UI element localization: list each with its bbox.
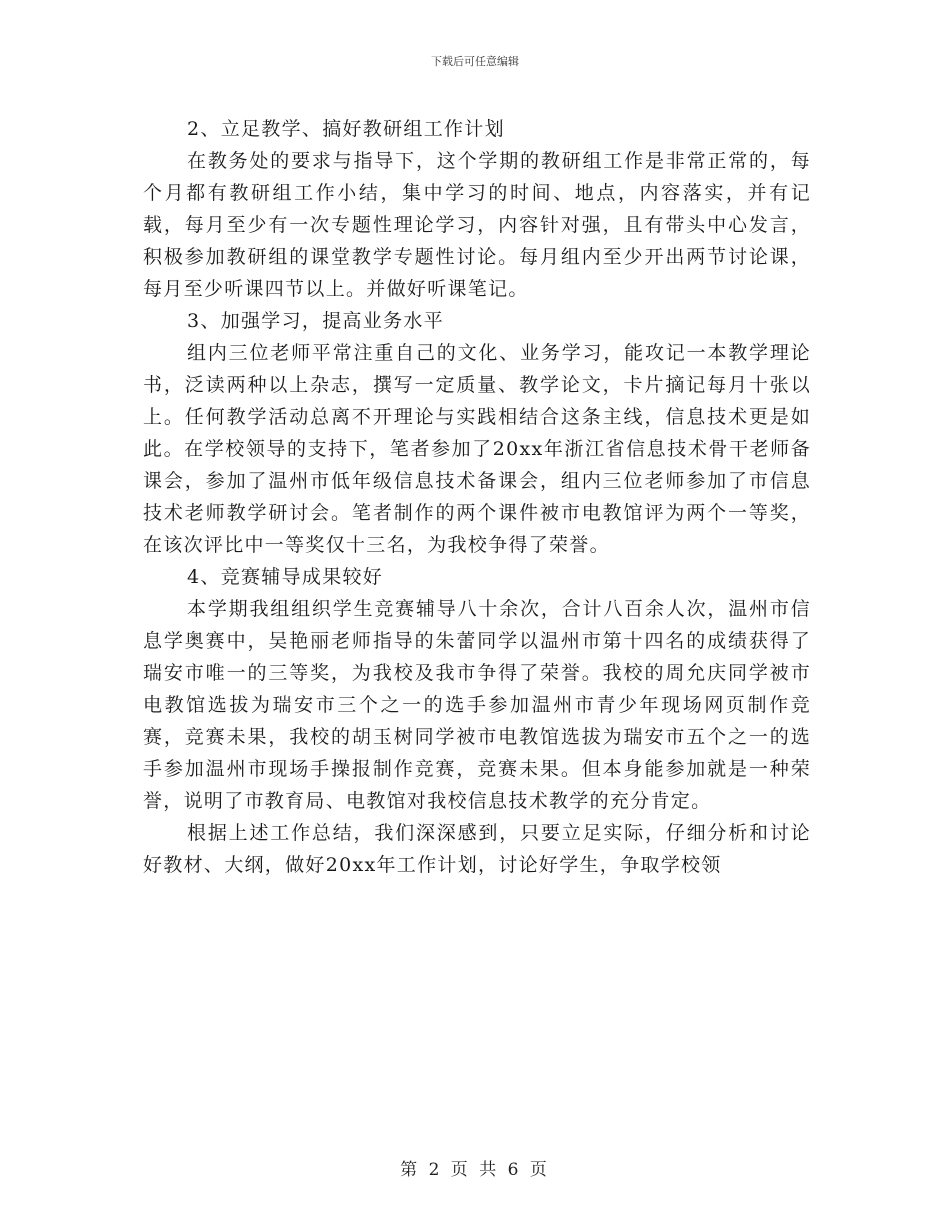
body-paragraph: 本学期我组组织学生竞赛辅导八十余次，合计八百余人次，温州市信息学奥赛中，吴艳丽老师指导的朱蕾同学以温州市第十四名的成绩获得了瑞安市唯一的三等奖，为我校及我市争得了荣誉。我校的周允庆同学被市电教馆选拔为瑞安市三个之一的选手参加温州市青少年现场网页制作竞赛，竞赛未果，我校的胡玉树同学被市电教馆选拔为瑞安市五个之一的选手参加温州市现场手操报制作竞赛，竞赛未果。但本身能参加就是一种荣誉，说明了市教育局、电教馆对我校信息技术教学的充分肯定。 bbox=[143, 598, 811, 812]
document-body bbox=[143, 113, 811, 881]
body-paragraph: 在教务处的要求与指导下，这个学期的教研组工作是非常正常的，每个月都有教研组工作小结，集中学习的时间、地点，内容落实，并有记载，每月至少有一次专题性理论学习，内容针对强，且有带头中心发言，积极参加教研组的课堂教学专题性讨论。每月组内至少开出两节讨论课，每月至少听课四节以上。并做好听课笔记。 bbox=[143, 150, 811, 300]
section-heading: 2、立足教学、搞好教研组工作计划 bbox=[187, 118, 505, 140]
page-number: 第 2 页 共 6 页 bbox=[400, 1160, 550, 1180]
section-heading: 4、竞赛辅导成果较好 bbox=[187, 566, 384, 588]
section-heading: 3、加强学习，提高业务水平 bbox=[187, 310, 444, 332]
page-header: 下载后可任意编辑 bbox=[431, 55, 519, 68]
body-paragraph: 组内三位老师平常注重自己的文化、业务学习，能攻记一本教学理论书，泛读两种以上杂志，撰写一定质量、教学论文，卡片摘记每月十张以上。任何教学活动总离不开理论与实践相结合这条主线，信息技术更是如此。在学校领导的支持下，笔者参加了20xx年浙江省信息技术骨干老师备课会，参加了温州市低年级信息技术备课会，组内三位老师参加了市信息技术老师教学研讨会。笔者制作的两个课件被市电教馆评为两个一等奖，在该次评比中一等奖仅十三名，为我校争得了荣誉。 bbox=[143, 342, 811, 556]
body-paragraph: 根据上述工作总结，我们深深感到，只要立足实际，仔细分析和讨论好教材、大纲，做好20xx年工作计划，讨论好学生，争取学校领 bbox=[143, 822, 811, 876]
